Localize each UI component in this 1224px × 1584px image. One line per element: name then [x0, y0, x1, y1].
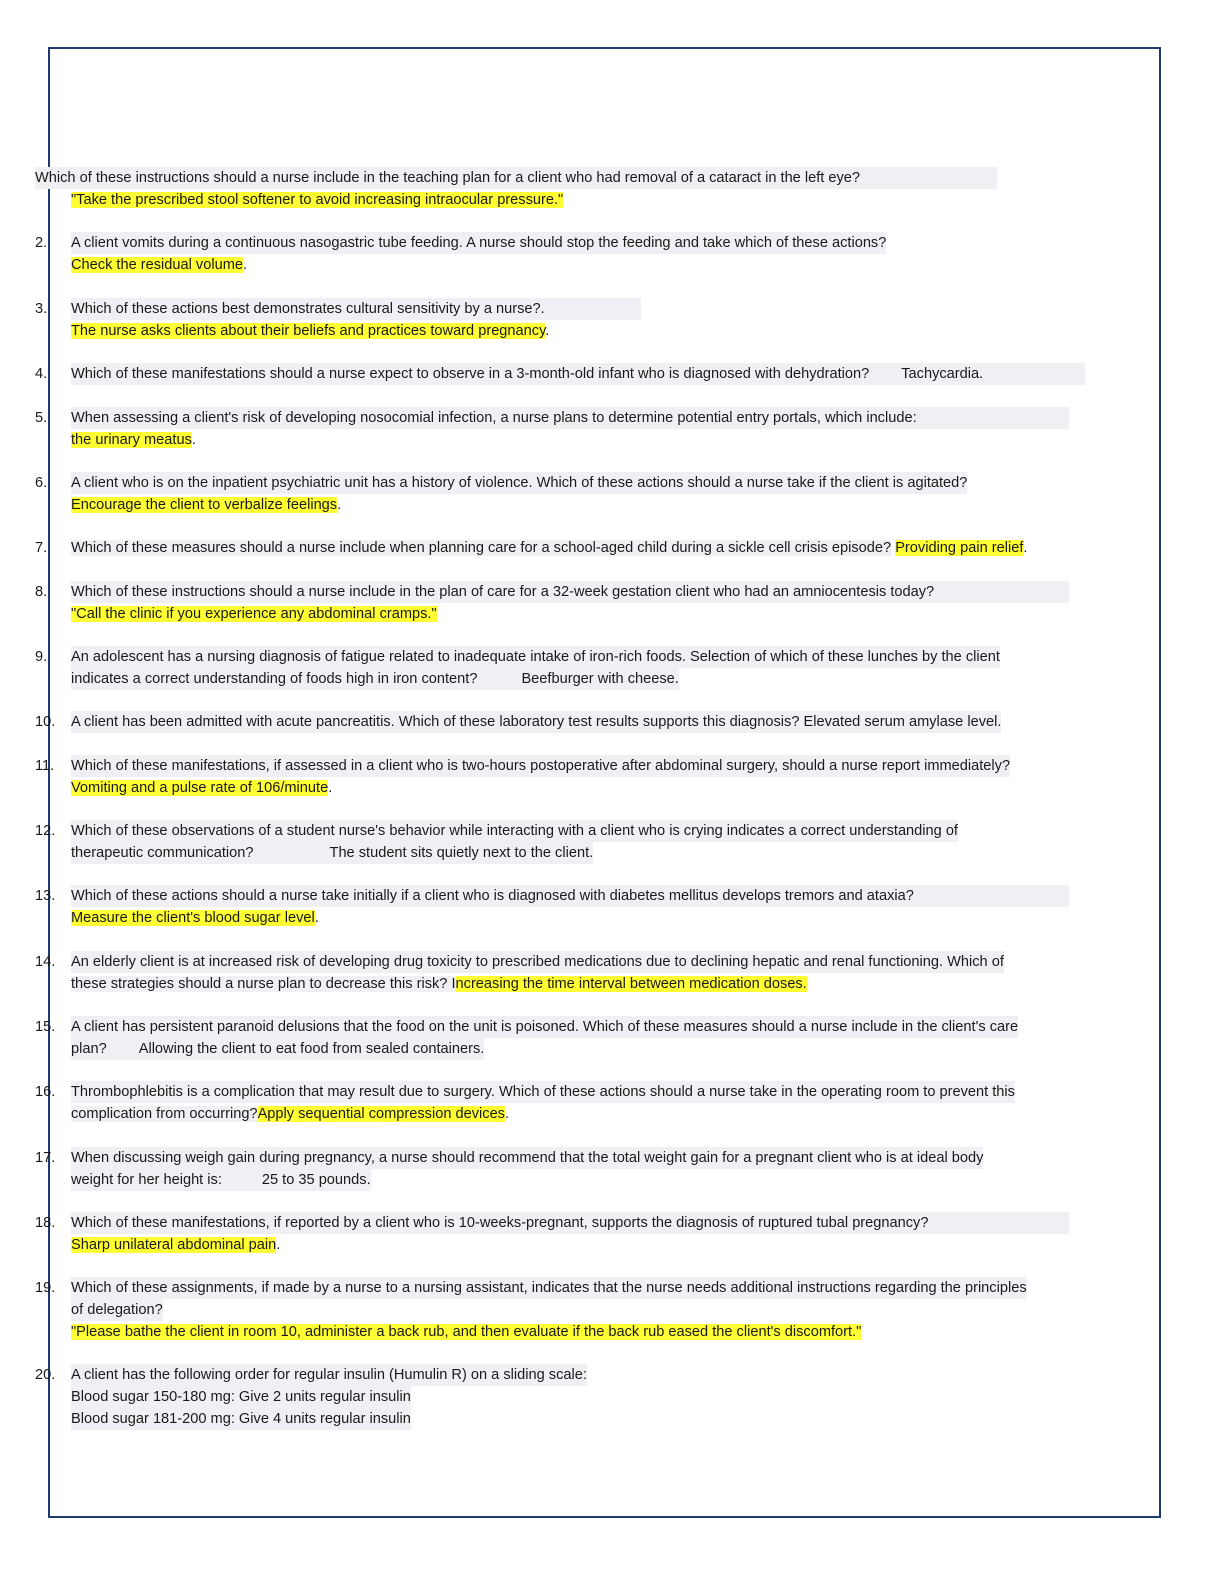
question-number: 10.: [35, 714, 56, 730]
question-number: 20.: [35, 1367, 56, 1383]
question-number: 16.: [35, 1084, 56, 1100]
answer-2: Check the residual volume: [71, 257, 243, 273]
question-18: Which of these manifestations, if reported by a client who is 10-weeks-pregnant, supports the diagnosis of ruptured tubal pregnancy?: [71, 1212, 1069, 1234]
answer-11: Vomiting and a pulse rate of 106/minute: [71, 780, 329, 796]
answer-6: Encourage the client to verbalize feelings: [71, 497, 338, 513]
question-8: Which of these instructions should a nurse include in the plan of care for a 32-week gestation client who had an amniocentesis today?: [71, 581, 1069, 603]
answer-16: Apply sequential compression devices: [257, 1106, 505, 1122]
question-number: 4.: [35, 366, 48, 382]
answer-3: The nurse asks clients about their beliefs and practices toward pregnancy: [71, 323, 546, 339]
sliding-scale-line-2: Blood sugar 181-200 mg: Give 4 units regular insulin: [71, 1408, 411, 1430]
question-number: 5.: [35, 410, 48, 426]
question-number: 15.: [35, 1019, 56, 1035]
question-2: A client vomits during a continuous nasogastric tube feeding. A nurse should stop the feeding and take which of these actions?: [71, 232, 886, 254]
answer-15: Allowing the client to eat food from sealed containers.: [138, 1041, 485, 1057]
question-20: A client has the following order for regular insulin (Humulin R) on a sliding scale:: [71, 1364, 587, 1386]
answer-5: the urinary meatus: [71, 432, 192, 448]
question-13: Which of these actions should a nurse take initially if a client who is diagnosed with diabetes mellitus develops tremors and ataxia?: [71, 885, 1069, 907]
question-12: Which of these observations of a student nurse's behavior while interacting with a client who is crying indicates a correct understanding of: [71, 820, 958, 842]
question-number: 2.: [35, 235, 48, 251]
sliding-scale-line-1: Blood sugar 150-180 mg: Give 2 units regular insulin: [71, 1386, 411, 1408]
question-9: An adolescent has a nursing diagnosis of fatigue related to inadequate intake of iron-rich foods. Selection of which of these lunches by the client: [71, 646, 1000, 668]
question-11: Which of these manifestations, if assessed in a client who is two-hours postoperative after abdominal surgery, should a nurse report immediately?: [71, 755, 1010, 777]
answer-14: ncreasing the time interval between medication doses.: [455, 976, 807, 992]
question-number: 14.: [35, 954, 56, 970]
answer-9: Beefburger with cheese.: [521, 671, 679, 687]
question-number: 9.: [35, 649, 48, 665]
answer-7: Providing pain relief: [895, 540, 1024, 556]
question-number: 13.: [35, 888, 56, 904]
question-6: A client who is on the inpatient psychiatric unit has a history of violence. Which of these actions should a nurse take if the client is agitated?: [71, 472, 967, 494]
question-15: A client has persistent paranoid delusions that the food on the unit is poisoned. Which of these measures should a nurse include in the client's care: [71, 1016, 1018, 1038]
question-17: When discussing weigh gain during pregnancy, a nurse should recommend that the total weight gain for a pregnant client who is at ideal body: [71, 1147, 983, 1169]
document-page: Which of these instructions should a nurse include in the teaching plan for a client who had removal of a cataract in the left eye? "Take the prescribed stool softener to avoid increasing intraocular pressure." 2. A client vomits during a continuous nasogastric tube feeding. A nurse should stop the feeding and take which of these actions? Check the residual volume. 3. Which of these actions best demonstrates cultural sensitivity by a nurse?. The nurse asks clients about their beliefs and practices toward pregnancy. 4. Which of these manifestations should a nurse expect to observe in a 3-month-old infant who is diagnosed with dehydration? Tachycardia. 5. When assessing a client's risk of developing nosocomial infection, a nurse plans to determine potential entry portals, which include: the urinary meatus. 6. A client who is on the inpatient psychiatric unit has a history of violence. Which of these actions should a nurse take if the client is agitated? Encourage the client to verbalize feelings. 7. Which of these measures should a nurse include when planning care for a school-aged child during a sickle cell crisis episode? Providing pain relief. 8. Which of these instructions should a nurse include in the plan of care for a 32-week gestation client who had an amniocentesis today? "Call the clinic if you experience any abdominal cramps." 9. An adolescent has a nursing diagnosis of fatigue related to inadequate intake of iron-rich foods. Selection of which of these lunches by the client indicates a correct understanding of foods high in iron content? Beefburger with cheese. 10. A client has been admitted with acute pancreatitis. Which of these laboratory test results supports this diagnosis? Elevated serum amylase level. 11. Which of these manifestations, if assessed in a client who is two-hours postoperative after abdominal surgery, should a nurse report immediately? Vomiting and a pulse rate of 106/minute. 12. Which of these observations of a student nurse's behavior while interacting with a client who is crying indicates a correct understanding of therapeutic communication? The student sits quietly next to the client. 13. Which of these actions should a nurse take initially if a client who is diagnosed with diabetes mellitus develops tremors and ataxia? Measure the client's blood sugar level. 14. An elderly client is at increased risk of developing drug toxicity to prescribed medications due to declining hepatic and renal functioning. Which of these strategies should a nurse plan to decrease this risk? Increasing the time interval between medication doses. 15. A client has persistent paranoid delusions that the food on the unit is poisoned. Which of these measures should a nurse include in the client's care plan? Allowing the client to eat food from sealed containers. 16. Thrombophlebitis is a complication that may result due to surgery. Which of these actions should a nurse take in the operating room to prevent this complication from occurring?Apply sequential compression devices. 17. When discussing weigh gain during pregnancy, a nurse should recommend that the total weight gain for a pregnant client who is at ideal body weight for her height is: 25 to 35 pounds. 18. Which of these manifestations, if reported by a client who is 10-weeks-pregnant, supports the diagnosis of ruptured tubal pregnancy? Sharp unilateral abdominal pain. 19. Which of these assignments, if made by a nurse to a nursing assistant, indicates that the nurse needs additional instructions regarding the principles of delegation? "Please bathe the client in room 10, administer a back rub, and then evaluate if the back rub eased the client's discomfort." 20. A client has the following order for regular insulin (Humulin R) on a sliding scale: Blood sugar 150-180 mg: Give 2 units regular insulin Blood sugar 181-200 mg: Give 4 units regular insulin: [0, 0, 1224, 1584]
question-1: Which of these instructions should a nurse include in the teaching plan for a client who had removal of a cataract in the left eye?: [35, 167, 997, 189]
question-number: 19.: [35, 1280, 56, 1296]
question-3: Which of these actions best demonstrates cultural sensitivity by a nurse?.: [71, 298, 641, 320]
question-7: Which of these measures should a nurse include when planning care for a school-aged child during a sickle cell crisis episode? Providing pain relief.: [71, 540, 1028, 556]
answer-18: Sharp unilateral abdominal pain: [71, 1237, 277, 1253]
answer-12: The student sits quietly next to the client.: [329, 845, 594, 861]
question-19: Which of these assignments, if made by a nurse to a nursing assistant, indicates that the nurse needs additional instructions regarding the principles: [71, 1277, 1027, 1299]
question-5: When assessing a client's risk of developing nosocomial infection, a nurse plans to determine potential entry portals, which include:: [71, 407, 1069, 429]
question-number: 12.: [35, 823, 56, 839]
question-number: 6.: [35, 475, 48, 491]
question-number: 7.: [35, 540, 48, 556]
question-number: 18.: [35, 1215, 56, 1231]
answer-17: 25 to 35 pounds.: [261, 1172, 371, 1188]
question-number: 3.: [35, 301, 48, 317]
question-14: An elderly client is at increased risk of developing drug toxicity to prescribed medications due to declining hepatic and renal functioning. Which of: [71, 951, 1004, 973]
question-4: Which of these manifestations should a nurse expect to observe in a 3-month-old infant who is diagnosed with dehydration? Tachycardia.: [71, 363, 1085, 385]
answer-1: "Take the prescribed stool softener to avoid increasing intraocular pressure.": [71, 192, 564, 208]
question-16: Thrombophlebitis is a complication that may result due to surgery. Which of these actions should a nurse take in the operating room to prevent this: [71, 1081, 1015, 1103]
answer-4: Tachycardia.: [901, 366, 984, 382]
answer-8: "Call the clinic if you experience any abdominal cramps.": [71, 606, 437, 622]
answer-13: Measure the client's blood sugar level: [71, 910, 315, 926]
question-number: 8.: [35, 584, 48, 600]
question-number: 17.: [35, 1150, 56, 1166]
question-number: 11.: [35, 758, 55, 774]
question-10: A client has been admitted with acute pancreatitis. Which of these laboratory test results supports this diagnosis? Elevated serum amylase level.: [71, 711, 1001, 733]
answer-19: "Please bathe the client in room 10, administer a back rub, and then evaluate if the back rub eased the client's discomfort.": [71, 1324, 862, 1340]
